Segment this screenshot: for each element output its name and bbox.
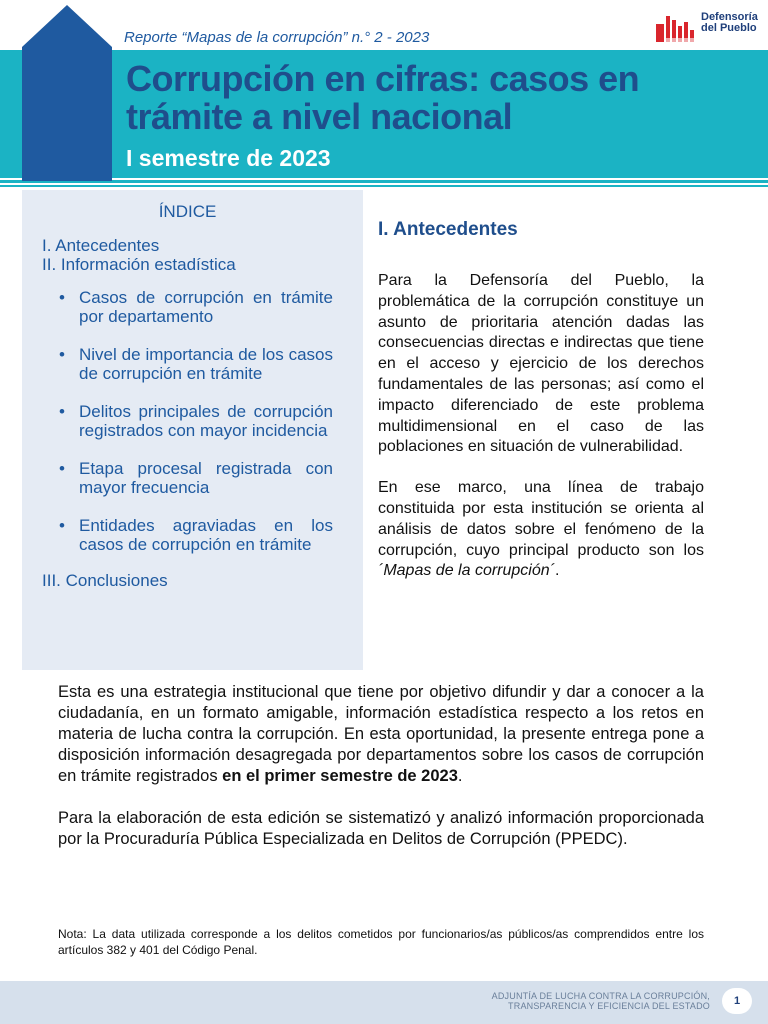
index-subitem-label: Nivel de importancia de los casos de corrupción en trámite bbox=[79, 345, 333, 383]
index-title: ÍNDICE bbox=[158, 202, 217, 221]
page-subtitle: I semestre de 2023 bbox=[126, 145, 331, 171]
house-shape-icon bbox=[22, 5, 112, 181]
paragraph-4: Para la elaboración de esta edición se sistematizó y analizó información proporcionada por la Procuraduría Pública Especializada en Delitos de Corrupción (PPEDC). bbox=[58, 809, 704, 848]
paragraph-3-start: Esta es una estrategia institucional que tiene por objetivo difundir y dar a conocer a la ciudadanía, en un formato amigable, información estadística respecto a los retos en materia de lucha contra la corrupción. En esta oportunidad, la presente entrega pone a disposición información desagregada por departamentos sobre los casos de corrupción en trámite registrados bbox=[58, 683, 704, 785]
index-subitem-label: Delitos principales de corrupción registrados con mayor incidencia bbox=[79, 402, 333, 440]
logo-text-line2: del Pueblo bbox=[701, 22, 757, 34]
bullet-icon: • bbox=[59, 459, 65, 478]
index-item-conclusiones[interactable]: III. Conclusiones bbox=[42, 571, 168, 590]
index-sublist bbox=[42, 288, 333, 554]
index-subitem[interactable] bbox=[42, 516, 333, 554]
bullet-icon: • bbox=[59, 345, 65, 364]
antecedentes-text bbox=[378, 271, 704, 602]
index-item-informacion[interactable]: II. Información estadística bbox=[42, 255, 236, 274]
paragraph-2-start: En ese marco, una línea de trabajo constituida por esta institución se orienta al análisis de datos sobre el fenómeno de la corrupción, cuyo principal producto son los bbox=[378, 479, 704, 559]
paragraph-3 bbox=[58, 682, 704, 787]
index-subitem-label: Etapa procesal registrada con mayor frecuencia bbox=[79, 459, 333, 497]
logo-text-line1: Defensoría bbox=[701, 11, 758, 23]
footer-line1: ADJUNTÍA DE LUCHA CONTRA LA CORRUPCIÓN, bbox=[491, 991, 710, 1001]
page-number: 1 bbox=[722, 988, 752, 1014]
body-text bbox=[58, 682, 704, 871]
index-subitem[interactable] bbox=[42, 459, 333, 497]
index-box bbox=[22, 190, 363, 670]
paragraph-1: Para la Defensoría del Pueblo, la problemática de la corrupción constituye un asunto de prioritaria atención dadas las consecuencias directas e indirectas que tiene en el acceso y ejercicio de los derechos fundamentales de las personas; así como el impacto diferenciado de este problema multidimensional en el caso de las poblaciones en situación de vulnerabilidad. bbox=[378, 272, 704, 456]
footer-line2: TRANSPARENCIA Y EFICIENCIA DEL ESTADO bbox=[508, 1001, 710, 1011]
paragraph-3-bold: en el primer semestre de 2023 bbox=[222, 767, 458, 785]
index-item-antecedentes[interactable]: I. Antecedentes bbox=[42, 236, 160, 255]
bullet-icon: • bbox=[59, 288, 65, 307]
paragraph-2 bbox=[378, 478, 704, 582]
index-subitem-label: Casos de corrupción en trámite por departamento bbox=[79, 288, 333, 326]
index-subitem-label: Entidades agraviadas en los casos de corrupción en trámite bbox=[79, 516, 333, 554]
footer-text bbox=[492, 991, 710, 1011]
index-subitem[interactable] bbox=[42, 288, 333, 326]
header-divider-thin bbox=[0, 185, 768, 187]
header-divider bbox=[0, 180, 768, 183]
logo-text bbox=[701, 12, 758, 34]
paragraph-2-end: . bbox=[554, 562, 560, 580]
bullet-icon: • bbox=[59, 516, 65, 535]
footnote: Nota: La data utilizada corresponde a los delitos cometidos por funcionarios/as públicos/as comprendidos entre los artículos 382 y 401 del Código Penal. bbox=[58, 927, 704, 957]
page-title: Corrupción en cifras: casos en trámite a nivel nacional bbox=[126, 58, 640, 137]
paragraph-2-italic: ´Mapas de la corrupción´ bbox=[378, 562, 555, 580]
report-subtitle: Reporte “Mapas de la corrupción” n.° 2 - 2023 bbox=[124, 29, 430, 46]
bullet-icon: • bbox=[59, 402, 65, 421]
index-subitem[interactable] bbox=[42, 345, 333, 383]
section-title: I. Antecedentes bbox=[378, 219, 518, 240]
paragraph-3-end: . bbox=[457, 767, 463, 785]
index-subitem[interactable] bbox=[42, 402, 333, 440]
